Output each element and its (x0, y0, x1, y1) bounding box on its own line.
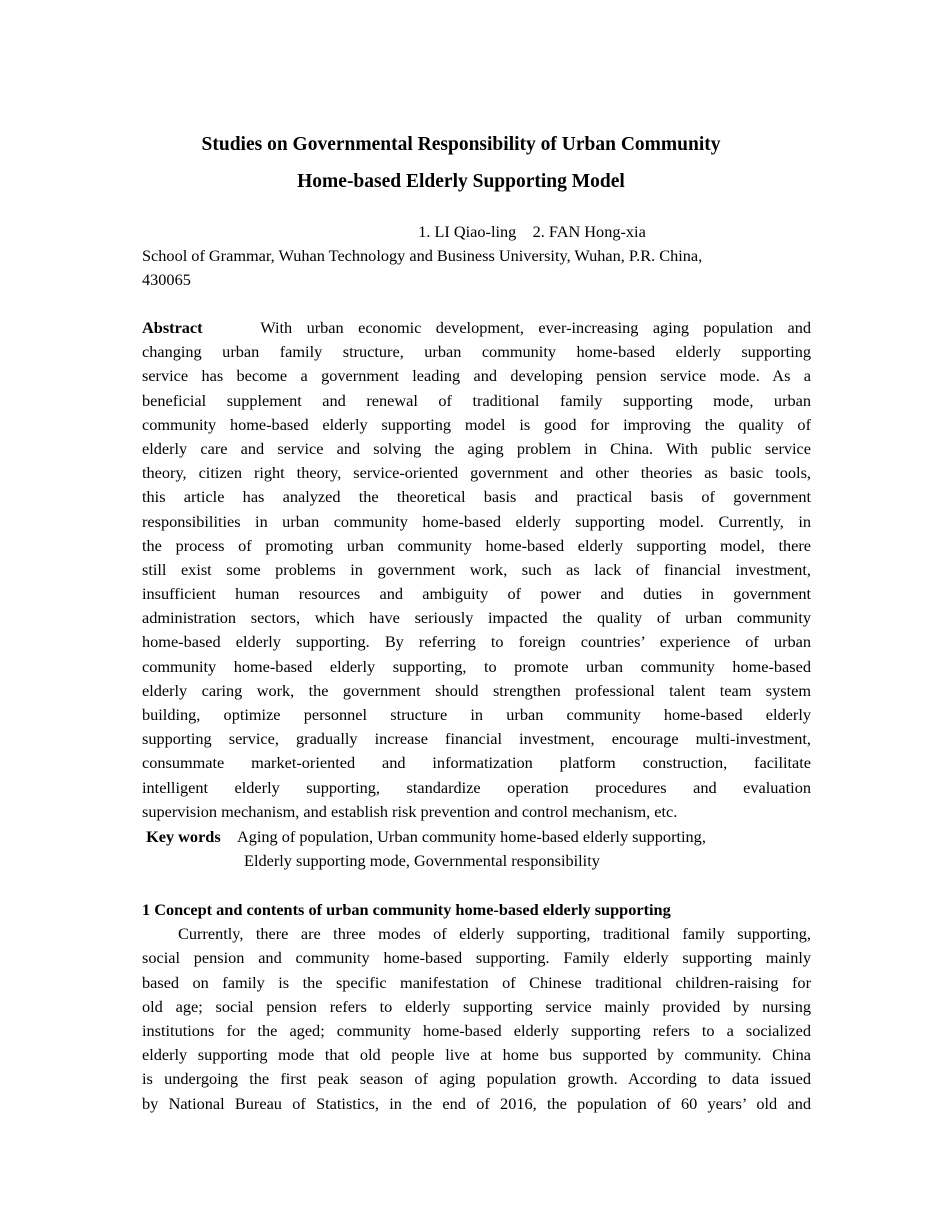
text-line: still exist some problems in government work, such as lack of financial investment, (142, 559, 811, 579)
text-line: based on family is the specific manifestation of Chinese traditional children-raising for (142, 972, 811, 992)
text-line: supporting service, gradually increase financial investment, encourage multi-investment, (142, 729, 811, 749)
authors-text: 1. LI Qiao-ling 2. FAN Hong-xia (418, 222, 646, 241)
keywords-line-2: Elderly supporting mode, Governmental responsibility (244, 851, 600, 871)
text-line: insufficient human resources and ambiguity of power and duties in government (142, 584, 811, 604)
text-line: elderly caring work, the government should strengthen professional talent team system (142, 680, 811, 700)
text-line: building, optimize personnel structure in urban community home-based elderly (142, 705, 811, 724)
text-line: social pension and community home-based supporting. Family elderly supporting mainly (142, 948, 811, 968)
text-line: is undergoing the first peak season of aging population growth. According to data issued (142, 1069, 811, 1089)
text-line: community home-based elderly supporting model is good for improving the quality of (142, 414, 811, 434)
section-body (142, 922, 811, 1116)
text-line: Currently, there are three modes of elderly supporting, traditional family supporting, (178, 924, 811, 944)
text-line: consummate market-oriented and informatization platform construction, facilitate (142, 753, 811, 773)
text-line: by National Bureau of Statistics, in the end of 2016, the population of 60 years’ old and (142, 1093, 811, 1113)
text-line: supervision mechanism, and establish risk prevention and control mechanism, etc. (142, 801, 678, 821)
keywords-text: Aging of population, Urban community home-based elderly supporting, (236, 827, 706, 846)
text-line: beneficial supplement and renewal of traditional family supporting mode, urban (142, 390, 811, 410)
abstract-first-line (142, 316, 811, 340)
text-line: old age; social pension refers to elderly supporting service mainly provided by nursing (142, 996, 811, 1016)
text-line: intelligent elderly supporting, standardize operation procedures and evaluation (142, 777, 811, 797)
abstract-text: With urban economic development, ever-increasing aging population and (260, 318, 811, 337)
text-line: administration sectors, which have seriously impacted the quality of urban community (142, 608, 811, 628)
text-line: theory, citizen right theory, service-oriented government and other theories as basic tools, (142, 463, 811, 483)
affiliation-line: 430065 (142, 270, 191, 290)
section-1 (142, 898, 811, 1116)
authors (142, 222, 922, 242)
section-heading: 1 Concept and contents of urban community home-based elderly supporting (142, 900, 671, 919)
keywords-label: Key words (146, 827, 221, 846)
text-line: service has become a government leading and developing pension service mode. As a (142, 366, 811, 386)
abstract (142, 316, 811, 824)
text-line: elderly care and service and solving the aging problem in China. With public service (142, 438, 811, 458)
paper-title-line-2: Home-based Elderly Supporting Model (297, 171, 625, 192)
text-line: responsibilities in urban community home-based elderly supporting model. Currently, in (142, 511, 811, 531)
affiliation-line: School of Grammar, Wuhan Technology and Business University, Wuhan, P.R. China, (142, 246, 703, 265)
text-line: elderly supporting mode that old people live at home bus supported by community. China (142, 1045, 811, 1065)
abstract-body (142, 340, 811, 824)
text-line: community home-based elderly supporting, to promote urban community home-based (142, 656, 811, 676)
paper-title-line-1: Studies on Governmental Responsibility of Urban Community (201, 134, 721, 155)
keywords (142, 825, 811, 873)
text-line: home-based elderly supporting. By referring to foreign countries’ experience of urban (142, 632, 811, 652)
text-line: changing urban family structure, urban community home-based elderly supporting (142, 342, 811, 362)
affiliation (142, 244, 811, 292)
text-line: institutions for the aged; community home-based elderly supporting refers to a socialized (142, 1020, 811, 1040)
abstract-label: Abstract (142, 318, 203, 337)
text-line: the process of promoting urban community home-based elderly supporting model, there (142, 535, 811, 555)
text-line: this article has analyzed the theoretical basis and practical basis of government (142, 487, 811, 507)
keywords-line-1 (142, 825, 811, 849)
